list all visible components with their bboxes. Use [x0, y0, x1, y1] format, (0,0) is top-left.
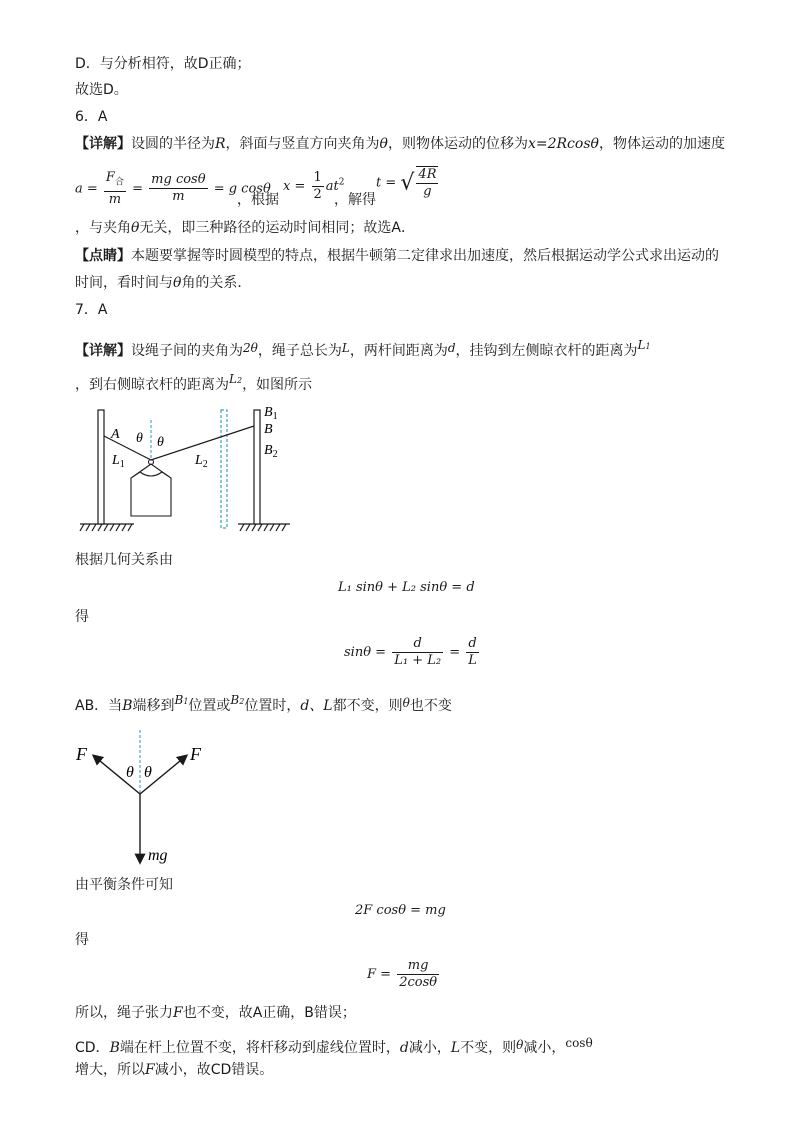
math-text: g	[423, 184, 432, 199]
text: ，绳子总长为	[257, 343, 342, 359]
text: ，则物体运动的位移为	[387, 136, 528, 152]
text-line	[75, 690, 452, 716]
symbol-theta: θ	[516, 1038, 524, 1052]
tip-line	[75, 273, 251, 293]
detail-7-line	[75, 335, 651, 361]
text: 也不变	[409, 698, 452, 714]
text-line: 根据几何关系由	[75, 552, 173, 568]
math-text: 2	[313, 187, 322, 202]
force-diagram	[72, 730, 222, 870]
text: ，两杆间距离为	[349, 343, 448, 359]
symbol-theta: θ	[131, 220, 140, 236]
math-text: m	[172, 189, 185, 205]
fraction	[397, 958, 439, 991]
text-line	[75, 369, 312, 395]
math-text: 2	[338, 177, 345, 188]
text: 设圆的半径为	[131, 136, 215, 152]
text: 时间，看时间与	[75, 275, 173, 291]
label-B2	[264, 443, 278, 460]
math-text: B	[230, 693, 240, 707]
fraction	[466, 636, 479, 669]
text: 位置时，	[244, 698, 301, 714]
math-text: L	[637, 338, 646, 352]
text: ，解得	[334, 192, 376, 208]
label-theta-right: θ	[144, 764, 152, 781]
math-text: B	[174, 693, 184, 707]
fraction	[416, 166, 438, 200]
text: ，到右侧晾衣杆的距离为	[75, 377, 229, 393]
math-text: L₁ sinθ + L₂ sinθ = d	[338, 580, 475, 595]
math-text: 2	[202, 459, 208, 470]
dashed-pole	[221, 410, 227, 528]
clothes-icon	[131, 472, 171, 516]
math-text: 合	[114, 177, 124, 188]
math-text: L	[468, 653, 477, 668]
math-text: F =	[367, 967, 392, 982]
text-line: D．与分析相符，故D正确；	[75, 56, 251, 72]
symbol-L1	[638, 338, 651, 352]
text-line	[75, 1060, 273, 1080]
fraction	[104, 170, 126, 208]
math-text: sinθ =	[344, 645, 387, 660]
symbol-L: L	[341, 341, 350, 355]
symbol-theta: θ	[379, 136, 388, 152]
label-L2	[194, 453, 208, 470]
fraction	[149, 172, 207, 205]
symbol-L2	[229, 372, 242, 386]
math-text: 4R	[418, 167, 437, 182]
symbol-theta: θ	[173, 275, 182, 291]
label-theta-right: θ	[157, 435, 164, 450]
text: 不变，则	[460, 1040, 517, 1056]
ground-left	[80, 524, 134, 531]
fraction	[312, 170, 324, 203]
detail-tag: 【详解】	[75, 136, 131, 152]
label-B: B	[264, 422, 273, 437]
label-F-left: F	[76, 744, 87, 764]
detail-6-line	[75, 134, 725, 154]
text-line	[75, 1003, 356, 1023]
formula-sin: sinθ = $\frac{d}{\text{L₁ + L₂}}$ = $\frac{d}{L}$	[344, 636, 477, 668]
math-text: 2	[236, 376, 243, 385]
symbol-L: L	[450, 1040, 461, 1056]
clothesline-figure	[78, 398, 298, 538]
math-text: L	[229, 372, 237, 386]
text: 也不变，故A正确，B错误；	[182, 1005, 356, 1021]
symbol-d-L: d、L	[300, 698, 333, 714]
symbol-theta: θ	[402, 696, 410, 710]
math-text: 1	[183, 697, 189, 706]
text: 本题要掌握等时圆模型的特点，根据牛顿第二定律求出加速度，然后根据运动学公式求出运动的	[131, 248, 719, 264]
formula-acceleration: a = $\frac{F_合}{m}$ = $\frac{\text{mg cosθ}}{m}$ = g cosθ	[75, 170, 271, 207]
math-text: d	[392, 636, 443, 653]
fraction	[392, 636, 443, 669]
text: ，与夹角	[75, 220, 131, 236]
math-text: B	[264, 405, 273, 420]
label-F-right: F	[190, 744, 201, 764]
tip-line	[75, 246, 719, 266]
label-theta-left: θ	[136, 431, 143, 446]
text: 都不变，则	[332, 698, 403, 714]
text-line: 由平衡条件可知	[75, 877, 173, 893]
formula-x: x=2Rcosθ	[527, 136, 599, 152]
label-theta-left: θ	[126, 764, 134, 781]
math-text: m	[108, 191, 122, 207]
text: ，斜面与竖直方向夹角为	[225, 136, 380, 152]
text: 角的关系．	[181, 275, 252, 291]
math-text: 1	[313, 170, 322, 185]
label-B1	[264, 405, 278, 422]
text: 设绳子间的夹角为	[131, 343, 243, 359]
math-text: 1	[119, 459, 125, 470]
math-text: B	[264, 443, 273, 458]
math-text: 2	[239, 697, 245, 706]
math-text: L	[112, 453, 120, 468]
answer-7: 7．A	[75, 302, 108, 318]
left-pole	[98, 410, 104, 524]
text: ，挂钩到左侧晾衣杆的距离为	[455, 343, 638, 359]
ground-right	[238, 524, 290, 531]
math-text: L₁ + L₂	[394, 653, 442, 668]
math-text: F	[105, 170, 115, 185]
symbol-B1	[174, 693, 188, 707]
symbol-B: B	[109, 1040, 120, 1056]
symbol-B: B	[122, 698, 133, 714]
math-text: t =	[376, 175, 397, 191]
symbol-d: d	[399, 1040, 409, 1056]
text: 增大，所以	[75, 1062, 145, 1078]
symbol-d: d	[447, 341, 456, 355]
text: 减小，	[408, 1040, 451, 1056]
symbol-2theta: 2θ	[243, 341, 258, 355]
math-text: at	[325, 179, 339, 194]
label-mg: mg	[148, 847, 168, 864]
math-text: mg cosθ	[151, 172, 206, 188]
text: ，根据	[237, 192, 279, 208]
text: 减小，故CD错误。	[154, 1062, 274, 1078]
answer-6: 6．A	[75, 109, 108, 125]
detail-tag: 【详解】	[75, 343, 131, 359]
formula-geometry	[338, 580, 475, 595]
math-text: 2	[272, 449, 278, 460]
math-text: 1	[645, 342, 651, 351]
text: 所以，绳子张力	[75, 1005, 173, 1021]
tip-tag: 【点睛】	[75, 248, 131, 264]
symbol-F: F	[173, 1005, 183, 1021]
symbol-cos-theta: cosθ	[565, 1036, 593, 1050]
formula-tension	[367, 958, 441, 991]
text: 位置或	[188, 698, 231, 714]
symbol-R: R	[215, 136, 226, 152]
rope	[104, 426, 254, 460]
text: 端移到	[132, 698, 175, 714]
text-line	[75, 1033, 593, 1058]
math-text: a =	[75, 181, 98, 197]
text: CD．	[75, 1040, 110, 1056]
formula-equilibrium	[355, 903, 446, 918]
text: AB．当	[75, 698, 123, 714]
text-line: 得	[75, 932, 89, 948]
math-text: 1	[272, 411, 278, 422]
text-line: 故选D。	[75, 82, 128, 98]
symbol-F: F	[145, 1062, 155, 1078]
label-A: A	[111, 427, 120, 442]
text-line: 得	[75, 609, 89, 625]
math-text: L	[195, 453, 203, 468]
math-text: mg	[397, 958, 439, 975]
text: 端在杆上位置不变，将杆移动到虚线位置时，	[119, 1040, 400, 1056]
math-text: d	[466, 636, 479, 653]
text: 无关，即三种路径的运动时间相同；故选A．	[139, 220, 416, 236]
right-pole	[254, 410, 260, 524]
math-text: 2F cosθ = mg	[355, 903, 446, 918]
label-L1	[111, 453, 125, 470]
math-text: 2cosθ	[399, 975, 438, 990]
text: ，物体运动的加速度	[598, 136, 725, 152]
symbol-B2	[230, 693, 244, 707]
text-line	[75, 218, 415, 238]
formula-time: t = √ $\frac{4R}{g}$	[376, 167, 437, 199]
math-text: = g cosθ	[213, 181, 271, 197]
text: ，如图所示	[242, 377, 313, 393]
math-text: x =	[283, 179, 306, 194]
text: 减小，	[523, 1040, 566, 1056]
